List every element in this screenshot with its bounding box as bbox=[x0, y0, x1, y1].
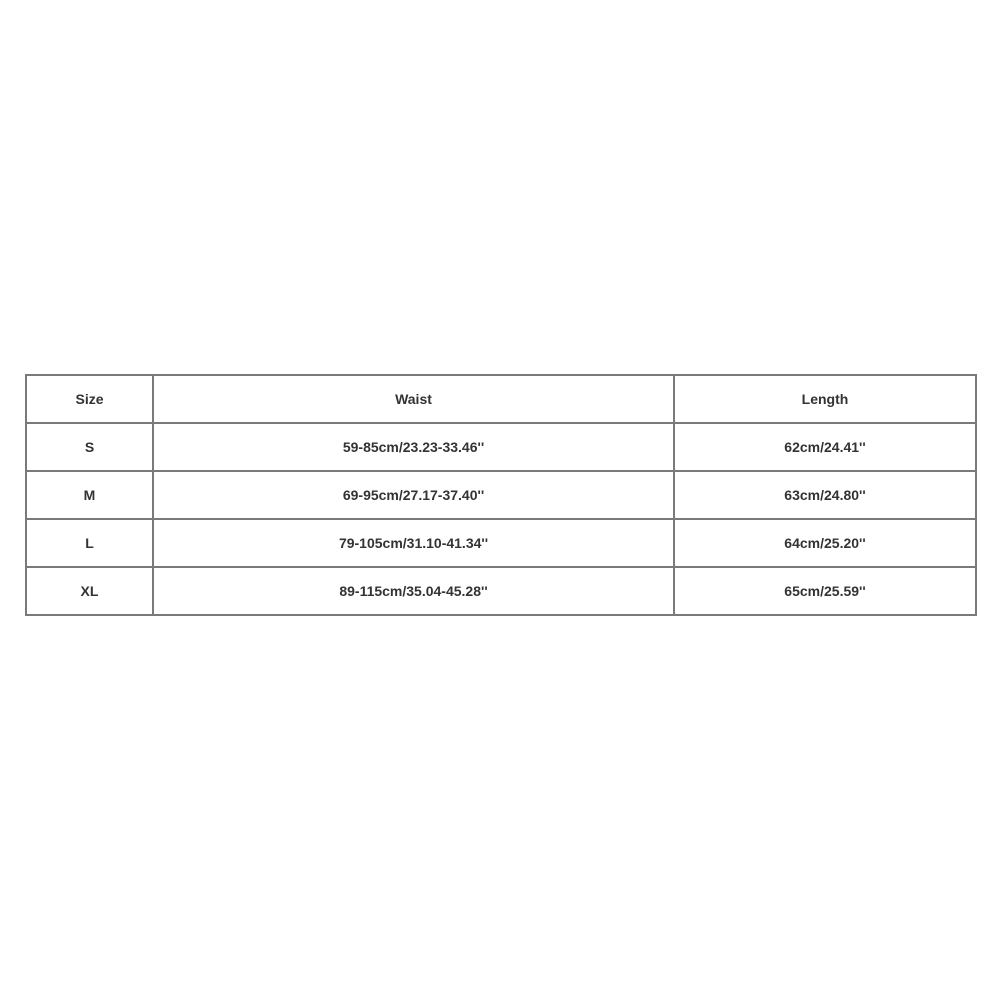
table-row bbox=[26, 471, 976, 519]
cell-length: 63cm/24.80'' bbox=[674, 471, 976, 519]
table-header-row bbox=[26, 375, 976, 423]
table-row bbox=[26, 423, 976, 471]
table-row bbox=[26, 519, 976, 567]
cell-length: 65cm/25.59'' bbox=[674, 567, 976, 615]
table-row bbox=[26, 567, 976, 615]
cell-length: 62cm/24.41'' bbox=[674, 423, 976, 471]
cell-size: XL bbox=[26, 567, 153, 615]
cell-waist: 89-115cm/35.04-45.28'' bbox=[153, 567, 674, 615]
size-chart-table bbox=[25, 374, 977, 616]
header-size: Size bbox=[26, 375, 153, 423]
cell-waist: 69-95cm/27.17-37.40'' bbox=[153, 471, 674, 519]
header-waist: Waist bbox=[153, 375, 674, 423]
cell-size: M bbox=[26, 471, 153, 519]
cell-length: 64cm/25.20'' bbox=[674, 519, 976, 567]
header-length: Length bbox=[674, 375, 976, 423]
cell-size: S bbox=[26, 423, 153, 471]
cell-size: L bbox=[26, 519, 153, 567]
cell-waist: 79-105cm/31.10-41.34'' bbox=[153, 519, 674, 567]
cell-waist: 59-85cm/23.23-33.46'' bbox=[153, 423, 674, 471]
